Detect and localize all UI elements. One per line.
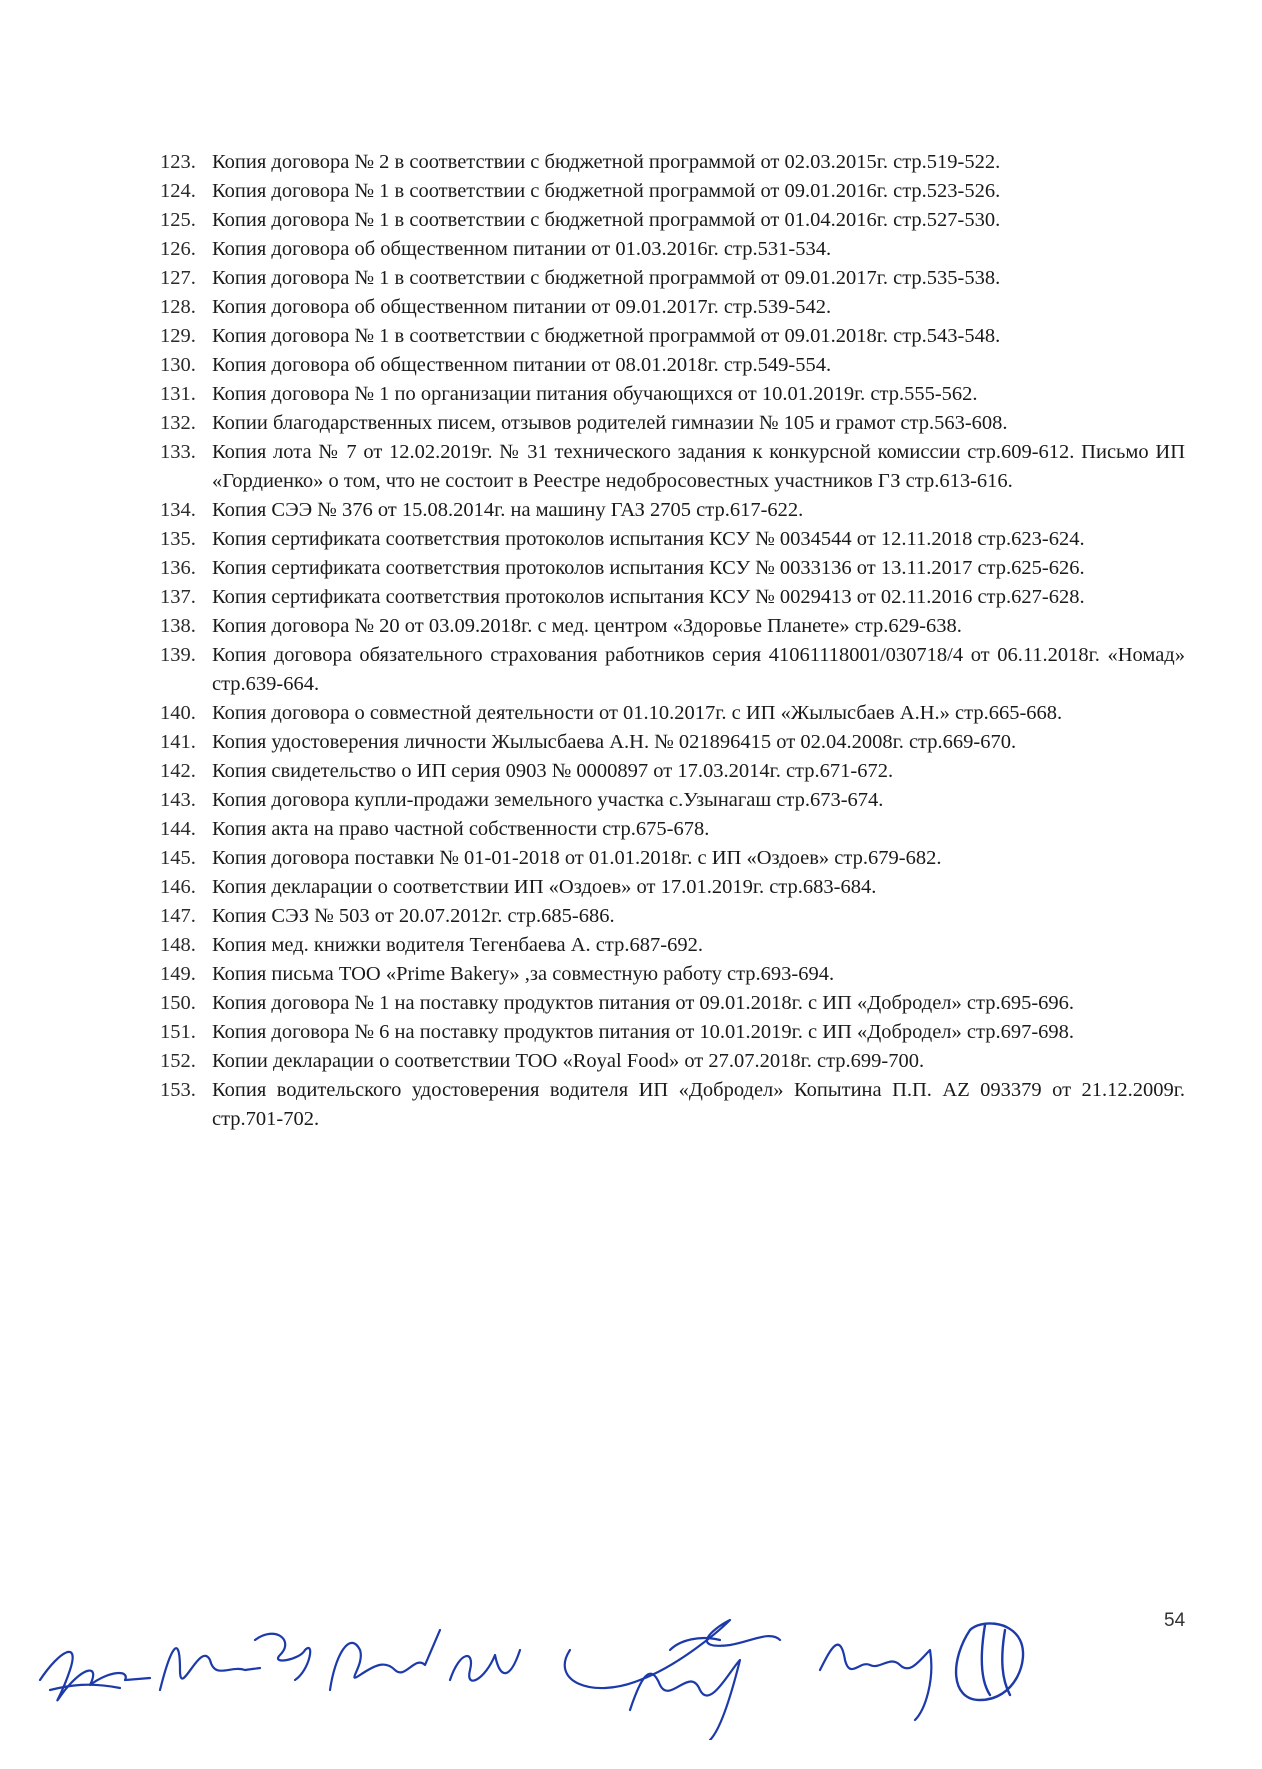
item-number: 123. [160,151,196,173]
list-item [160,206,1185,235]
list-item [160,1076,1185,1134]
item-text: Копия письма ТОО «Prime Bakery» ,за совместную работу стр.693-694. [212,963,835,985]
list-item [160,960,1185,989]
item-text: Копия договора об общественном питании от 09.01.2017г. стр.539-542. [212,296,832,318]
document-list [160,148,1185,1134]
list-item [160,293,1185,322]
item-number: 128. [160,296,196,318]
item-text: Копия лота № 7 от 12.02.2019г. № 31 технического задания к конкурсной комиссии стр.609-612. Письмо ИП «Гордиенко» о том, что не состоит в Реестре недобросовестных участников ГЗ стр.613-616. [212,441,1185,492]
list-item [160,612,1185,641]
list-item [160,728,1185,757]
list-item [160,786,1185,815]
list-item [160,177,1185,206]
item-number: 125. [160,209,196,231]
item-number: 140. [160,702,196,724]
item-number: 127. [160,267,196,289]
item-text: Копия свидетельство о ИП серия 0903 № 0000897 от 17.03.2014г. стр.671-672. [212,760,894,782]
list-item [160,844,1185,873]
item-number: 126. [160,238,196,260]
item-text: Копия удостоверения личности Жылысбаева А.Н. № 021896415 от 02.04.2008г. стр.669-670. [212,731,1017,753]
item-text: Копия договора поставки № 01-01-2018 от 01.01.2018г. с ИП «Оздоев» стр.679-682. [212,847,942,869]
item-number: 147. [160,905,196,927]
item-text: Копия договора купли-продажи земельного участка с.Узынагаш стр.673-674. [212,789,884,811]
item-number: 146. [160,876,196,898]
list-item [160,902,1185,931]
signature-1 [40,1652,150,1701]
signature-5 [820,1645,931,1720]
signature-2 [160,1634,310,1690]
signatures [30,1570,1160,1740]
item-number: 141. [160,731,196,753]
list-item [160,351,1185,380]
item-text: Копия акта на право частной собственности стр.675-678. [212,818,710,840]
item-text: Копия СЭЭ № 376 от 15.08.2014г. на машину ГАЗ 2705 стр.617-622. [212,499,804,521]
list-item [160,873,1185,902]
item-text: Копия сертификата соответствия протоколов испытания КСУ № 0033136 от 13.11.2017 стр.625-626. [212,557,1085,579]
list-item [160,525,1185,554]
item-text: Копия договора № 6 на поставку продуктов питания от 10.01.2019г. с ИП «Добродел» стр.697-698. [212,1021,1075,1043]
signature-6 [956,1623,1023,1700]
list-item [160,264,1185,293]
item-text: Копия сертификата соответствия протоколов испытания КСУ № 0029413 от 02.11.2016 стр.627-628. [212,586,1085,608]
item-text: Копия водительского удостоверения водителя ИП «Добродел» Копытина П.П. AZ 093379 от 21.12.2009г. стр.701-702. [212,1079,1185,1130]
list-item [160,554,1185,583]
signature-4 [565,1620,780,1740]
item-text: Копия договора № 1 в соответствии с бюджетной программой от 09.01.2016г. стр.523-526. [212,180,1001,202]
item-text: Копия договора о совместной деятельности от 01.10.2017г. с ИП «Жылысбаев А.Н.» стр.665-668. [212,702,1063,724]
item-text: Копия договора № 1 по организации питания обучающихся от 10.01.2019г. стр.555-562. [212,383,978,405]
list-item [160,815,1185,844]
item-number: 129. [160,325,196,347]
list-item [160,583,1185,612]
item-text: Копия договора № 1 в соответствии с бюджетной программой от 09.01.2018г. стр.543-548. [212,325,1001,347]
item-text: Копии благодарственных писем, отзывов родителей гимназии № 105 и грамот стр.563-608. [212,412,1008,434]
list-item [160,380,1185,409]
list-item [160,148,1185,177]
item-number: 143. [160,789,196,811]
item-number: 153. [160,1079,196,1101]
item-text: Копия договора № 1 в соответствии с бюджетной программой от 09.01.2017г. стр.535-538. [212,267,1001,289]
item-number: 133. [160,441,196,463]
item-text: Копия договора об общественном питании от 08.01.2018г. стр.549-554. [212,354,832,376]
item-text: Копии декларации о соответствии ТОО «Royal Food» от 27.07.2018г. стр.699-700. [212,1050,925,1072]
item-number: 149. [160,963,196,985]
list-item [160,1047,1185,1076]
item-text: Копия договора № 1 на поставку продуктов питания от 09.01.2018г. с ИП «Добродел» стр.695-696. [212,992,1075,1014]
item-number: 142. [160,760,196,782]
item-text: Копия договора № 1 в соответствии с бюджетной программой от 01.04.2016г. стр.527-530. [212,209,1001,231]
list-item [160,409,1185,438]
item-text: Копия договора об общественном питании от 01.03.2016г. стр.531-534. [212,238,832,260]
item-number: 151. [160,1021,196,1043]
list-item [160,438,1185,496]
page-number: 54 [1164,1610,1186,1631]
item-number: 130. [160,354,196,376]
item-text: Копия декларации о соответствии ИП «Оздоев» от 17.01.2019г. стр.683-684. [212,876,877,898]
item-number: 131. [160,383,196,405]
list-item [160,496,1185,525]
item-text: Копия договора № 2 в соответствии с бюджетной программой от 02.03.2015г. стр.519-522. [212,151,1001,173]
list-item [160,699,1185,728]
item-text: Копия договора обязательного страхования работников серия 41061118001/030718/4 от 06.11.2018г. «Номад» стр.639-664. [212,644,1185,695]
item-number: 139. [160,644,196,666]
item-number: 145. [160,847,196,869]
list-item [160,235,1185,264]
item-number: 148. [160,934,196,956]
item-number: 124. [160,180,196,202]
list-item [160,989,1185,1018]
item-number: 134. [160,499,196,521]
list-item [160,641,1185,699]
item-number: 144. [160,818,196,840]
item-text: Копия мед. книжки водителя Тегенбаева А. стр.687-692. [212,934,703,956]
list-item [160,757,1185,786]
item-number: 137. [160,586,196,608]
list-item [160,1018,1185,1047]
item-number: 136. [160,557,196,579]
item-text: Копия СЭЗ № 503 от 20.07.2012г. стр.685-686. [212,905,615,927]
list-item [160,931,1185,960]
item-text: Копия сертификата соответствия протоколов испытания КСУ № 0034544 от 12.11.2018 стр.623-624. [212,528,1085,550]
item-number: 152. [160,1050,196,1072]
signature-3 [330,1630,520,1690]
item-number: 138. [160,615,196,637]
item-number: 150. [160,992,196,1014]
item-number: 135. [160,528,196,550]
list-item [160,322,1185,351]
item-number: 132. [160,412,196,434]
item-text: Копия договора № 20 от 03.09.2018г. с мед. центром «Здоровье Планете» стр.629-638. [212,615,962,637]
